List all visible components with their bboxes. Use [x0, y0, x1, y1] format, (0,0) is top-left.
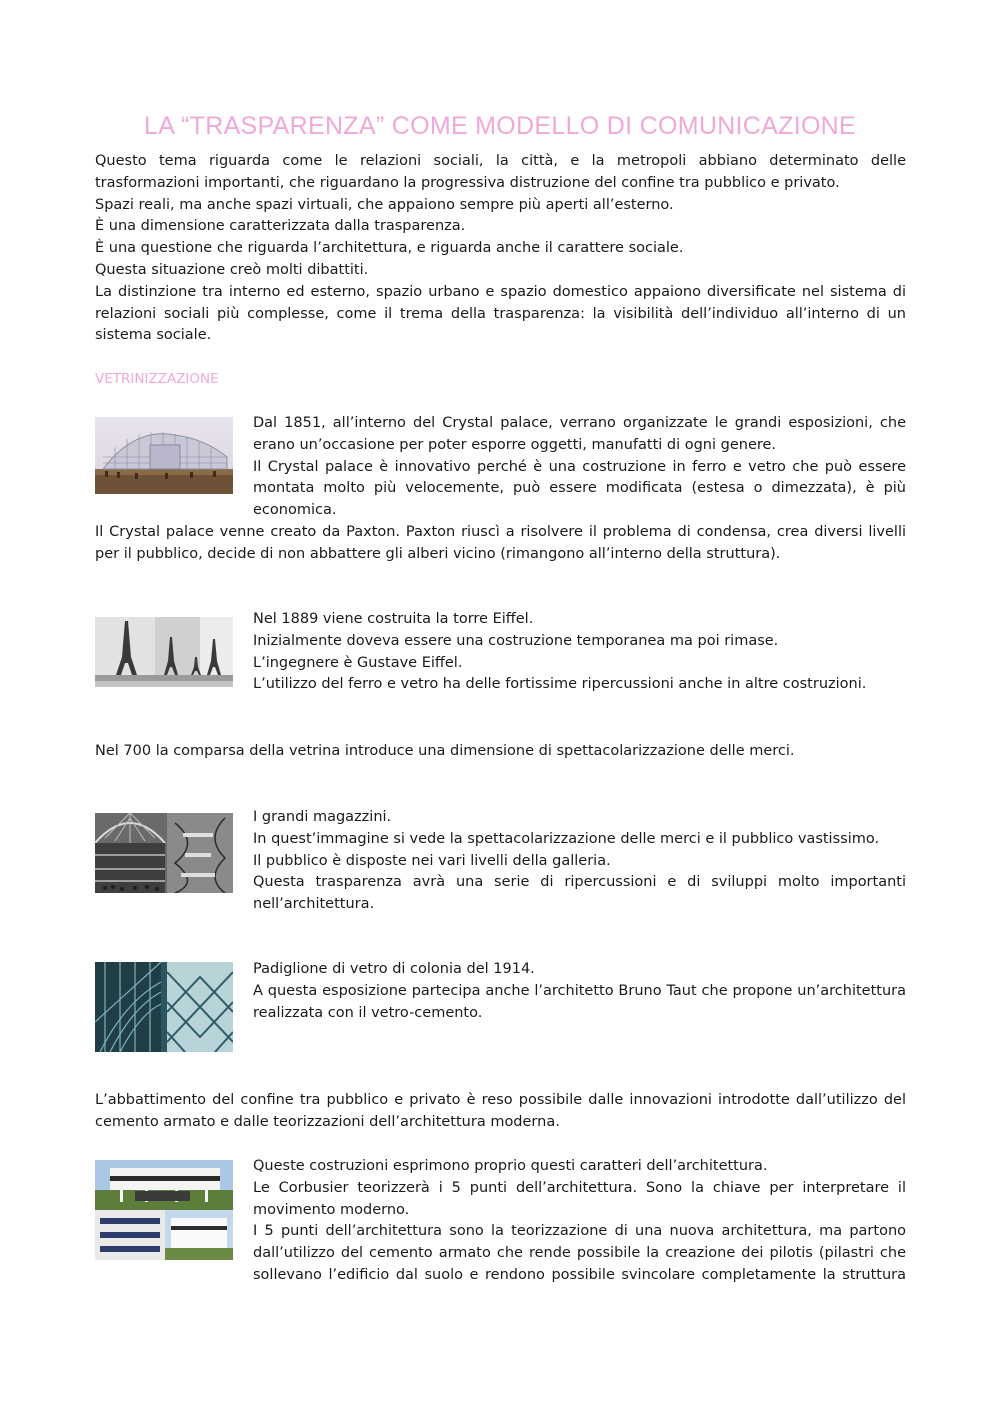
- magazzini-line: Il pubblico è disposte nei vari livelli della galleria.: [253, 852, 611, 869]
- corbusier-text: [253, 1156, 906, 1287]
- corbusier-line: Queste costruzioni esprimono proprio questi caratteri dell’architettura.: [253, 1158, 768, 1174]
- villa-savoye-image: [95, 1160, 233, 1260]
- intro-line: Questa situazione creò molti dibattiti.: [95, 261, 369, 278]
- magazzini-line: In quest’immagine si vede la spettacolarizzazione delle merci e il pubblico vastissimo.: [253, 830, 880, 847]
- crystal-palace-line: Dal 1851, all’interno del Crystal palace, verrano organizzate le grandi esposizioni, che erano un’occasione per poter esporre oggetti, manufatti di ogni genere.: [253, 415, 906, 453]
- eiffel-line: Nel 1889 viene costruita la torre Eiffel.: [253, 611, 534, 627]
- eiffel-line: L’ingegnere è Gustave Eiffel.: [253, 654, 463, 671]
- department-store-image: [95, 813, 233, 893]
- padiglione-text: [253, 959, 906, 1024]
- corbusier-line: I 5 punti dell’architettura sono la teorizzazione di una nuova architettura, ma partono dall’utilizzo del cemento armato che rende possibile la creazione dei pilotis (pilastri che sollevano l’edificio dal suolo e rendono possibile svincolare completamente la struttura: [253, 1223, 906, 1283]
- eiffel-line: L’utilizzo del ferro e vetro ha delle fortissime ripercussioni anche in altre costruzioni.: [253, 676, 867, 693]
- eiffel-text: [253, 609, 906, 696]
- glass-pavilion-image: [95, 962, 233, 1052]
- intro-line: Spazi reali, ma anche spazi virtuali, che appaiono sempre più aperti all’esterno.: [95, 196, 674, 213]
- magazzini-text: [253, 807, 906, 916]
- corbusier-line: Le Corbusier teorizzerà i 5 punti dell’architettura. Sono la chiave per interpretare il movimento moderno.: [253, 1179, 906, 1218]
- crystal-palace-text: [253, 413, 906, 522]
- padiglione-line: Padiglione di vetro di colonia del 1914.: [253, 961, 535, 977]
- intro-line: Questo tema riguarda come le relazioni sociali, la città, e la metropoli abbiano determinato delle trasformazioni importanti, che riguardano la progressiva distruzione del confine tra pubblico e privato.: [95, 153, 906, 191]
- intro-line: È una questione che riguarda l’architettura, e riguarda anche il carattere sociale.: [95, 240, 684, 257]
- section-heading: VETRINIZZAZIONE: [95, 371, 219, 387]
- crystal-palace-line: Il Crystal palace è innovativo perché è una costruzione in ferro e vetro che può essere montata molto più velocemente, può essere modificata (estesa o dimezzata), è più economica.: [253, 458, 906, 519]
- intro-line: La distinzione tra interno ed esterno, spazio urbano e spazio domestico appaiono diversificate nel sistema di relazioni sociali più complesse, come il trema della trasparenza: la visibilità dell’individuo all’interno di un sistema sociale.: [95, 283, 906, 344]
- intro-paragraph: [95, 151, 906, 347]
- paxton-paragraph: Il Crystal palace venne creato da Paxton. Paxton riuscì a risolvere il problema di condensa, crea diversi livelli per il pubblico, decide di non abbattere gli alberi vicino (rimangono all’interno della struttura).: [95, 524, 906, 562]
- vetrina-paragraph: Nel 700 la comparsa della vetrina introduce una dimensione di spettacolarizzazione delle merci.: [95, 743, 795, 759]
- intro-line: È una dimensione caratterizzata dalla trasparenza.: [95, 218, 466, 235]
- crystal-palace-image: [95, 417, 233, 494]
- eiffel-tower-image: [95, 617, 233, 687]
- eiffel-line: Inizialmente doveva essere una costruzione temporanea ma poi rimase.: [253, 632, 779, 649]
- magazzini-line: Questa trasparenza avrà una serie di ripercussioni e di sviluppi molto importanti nell’architettura.: [253, 874, 906, 913]
- magazzini-line: I grandi magazzini.: [253, 809, 392, 825]
- abbattimento-paragraph: L’abbattimento del confine tra pubblico e privato è reso possibile dalle innovazioni introdotte dall’utilizzo del cemento armato e dalle teorizzazioni dell’architettura moderna.: [95, 1092, 906, 1130]
- page-title: LA “TRASPARENZA” COME MODELLO DI COMUNICAZIONE: [143, 111, 857, 140]
- padiglione-line: A questa esposizione partecipa anche l’architetto Bruno Taut che propone un’architettura realizzata con il vetro-cemento.: [253, 982, 906, 1021]
